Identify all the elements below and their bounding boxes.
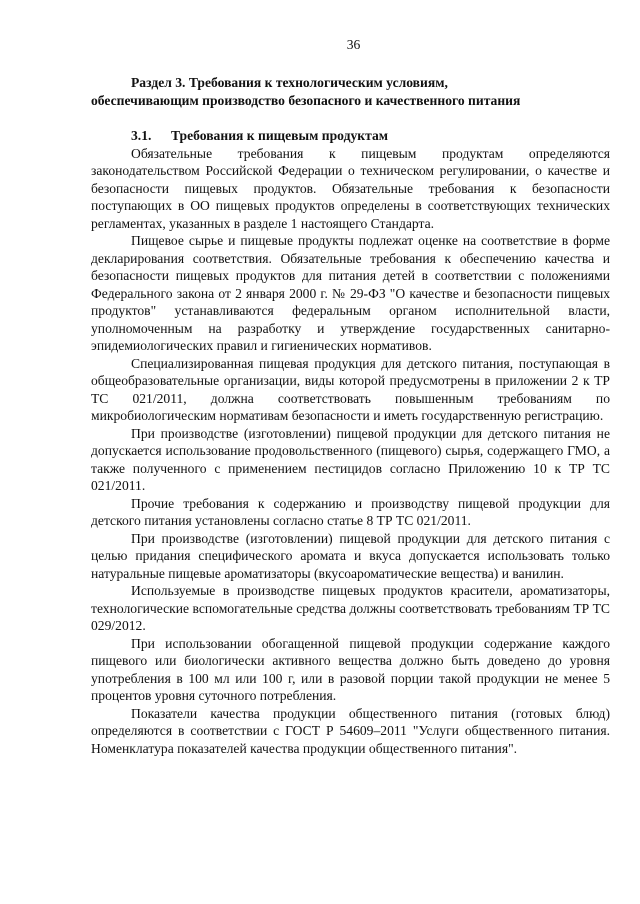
paragraph: Прочие требования к содержанию и производству пищевой продукции для детского питания установлены согласно статье 8 ТР ТС 021/2011. (91, 495, 610, 528)
subsection-heading (91, 127, 610, 145)
section-heading (91, 74, 610, 109)
paragraph: Пищевое сырье и пищевые продукты подлежат оценке на соответствие в форме декларирования соответствия. Обязательные требования к обеспечению качества и безопасности пищевых продуктов для питания детей в соответствии с положениями Федерального закона от 2 января 2000 г. № 29-ФЗ "О качестве и безопасности пищевых продуктов" устанавливаются федеральным органом исполнительной власти, уполномоченным на разработку и утверждение государственных санитарно-эпидемиологических правил и гигиенических нормативов. (91, 233, 610, 353)
paragraph: При использовании обогащенной пищевой продукции содержание каждого пищевого или биологически активного вещества должно быть доведено до уровня употребления в 100 мл или 100 г, или в разовой порции такой продукции не менее 5 процентов уровня суточного потребления. (91, 635, 610, 703)
paragraph: При производстве (изготовлении) пищевой продукции для детского питания с целью придания специфического аромата и вкуса допускается использовать только натуральные пищевые ароматизаторы (вкусоароматические вещества) и ванилин. (91, 530, 610, 581)
paragraph: Специализированная пищевая продукция для детского питания, поступающая в общеобразовательные организации, виды которой предусмотрены в приложении 2 к ТР ТС 021/2011, должна соответствовать повышенным требованиям по микробиологическим нормативам безопасности и иметь государственную регистрацию. (91, 355, 610, 423)
section-heading-line-2: обеспечивающим производство безопасного и качественного питания (91, 92, 521, 108)
page-number: 36 (346, 37, 361, 52)
paragraph: Обязательные требования к пищевым продуктам определяются законодательством Российской Федерации о техническом регулировании, о качестве и безопасности пищевых продуктов. Обязательные требования к безопасности поступающих в ОО пищевых продуктов определены в соответствующих технических регламентах, указанных в разделе 1 настоящего Стандарта. (91, 145, 610, 231)
subsection-title: Требования к пищевым продуктам (171, 128, 388, 143)
subsection-number: 3.1. (131, 128, 152, 143)
section-heading-line-1: Раздел 3. Требования к технологическим условиям, (131, 75, 448, 90)
paragraph: При производстве (изготовлении) пищевой продукции для детского питания не допускается использование продовольственного (пищевого) сырья, содержащего ГМО, а также полученного с применением пестицидов согласно Приложению 10 к ТР ТС 021/2011. (91, 425, 610, 493)
paragraph: Используемые в производстве пищевых продуктов красители, ароматизаторы, технологические вспомогательные средства должны соответствовать требованиям ТР ТС 029/2012. (91, 583, 610, 633)
paragraph: Показатели качества продукции общественного питания (готовых блюд) определяются в соответствии с ГОСТ Р 54609–2011 "Услуги общественного питания. Номенклатура показателей качества продукции общественного питания". (91, 705, 610, 756)
